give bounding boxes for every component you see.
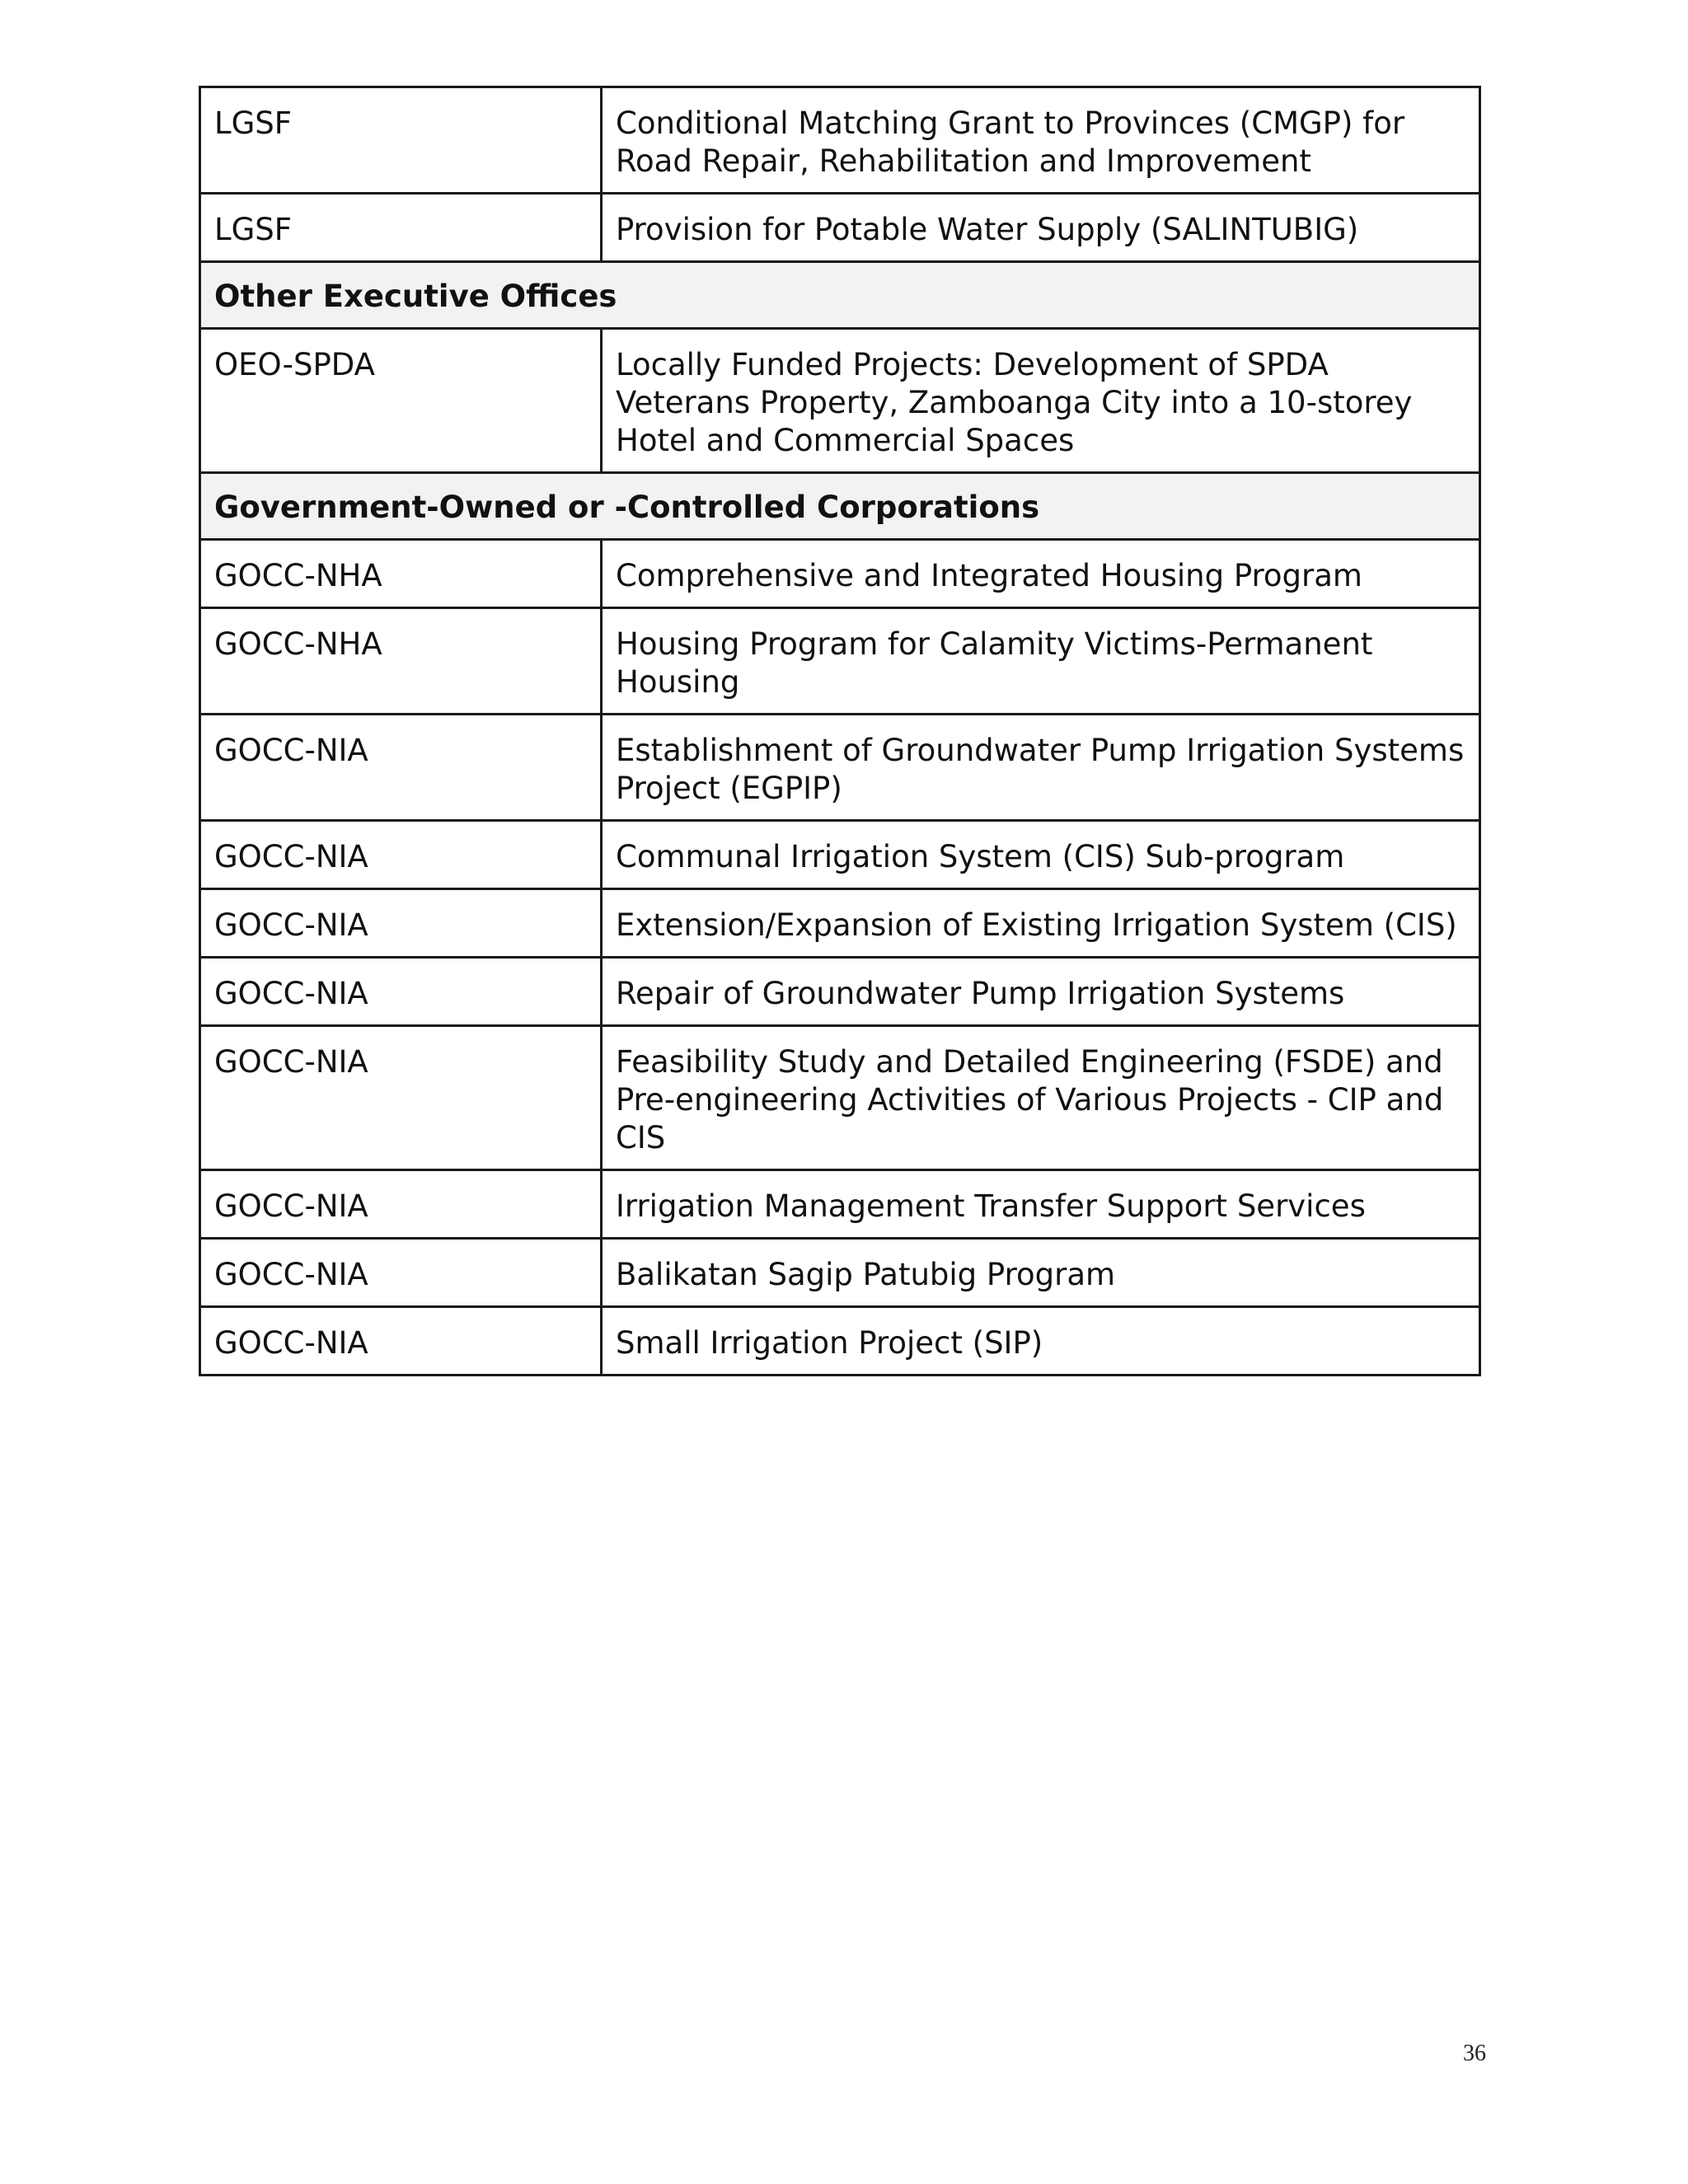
project-cell: Small Irrigation Project (SIP)	[602, 1307, 1480, 1376]
table-row	[200, 1170, 1480, 1239]
agency-cell: GOCC-NIA	[200, 1307, 602, 1376]
section-title: Government-Owned or -Controlled Corporations	[200, 473, 1480, 540]
table-row	[200, 715, 1480, 821]
agency-cell: OEO-SPDA	[200, 329, 602, 473]
project-cell: Housing Program for Calamity Victims-Permanent Housing	[602, 608, 1480, 715]
project-cell: Locally Funded Projects: Development of SPDA Veterans Property, Zamboanga City into a 10-storey Hotel and Commercial Spaces	[602, 329, 1480, 473]
table-row	[200, 1239, 1480, 1307]
project-cell: Communal Irrigation System (CIS) Sub-program	[602, 821, 1480, 889]
section-title: Other Executive Offices	[200, 262, 1480, 329]
table-row	[200, 329, 1480, 473]
table-row	[200, 958, 1480, 1026]
agency-cell: GOCC-NIA	[200, 889, 602, 958]
table-row	[200, 540, 1480, 608]
agency-cell: GOCC-NIA	[200, 1026, 602, 1170]
section-header-row	[200, 473, 1480, 540]
project-cell: Balikatan Sagip Patubig Program	[602, 1239, 1480, 1307]
agency-cell: GOCC-NIA	[200, 1239, 602, 1307]
agency-cell: LGSF	[200, 87, 602, 194]
agency-cell: GOCC-NIA	[200, 715, 602, 821]
agency-cell: GOCC-NIA	[200, 821, 602, 889]
table-row	[200, 1026, 1480, 1170]
table-row	[200, 889, 1480, 958]
agency-cell: GOCC-NHA	[200, 608, 602, 715]
project-cell: Establishment of Groundwater Pump Irrigation Systems Project (EGPIP)	[602, 715, 1480, 821]
section-header-row	[200, 262, 1480, 329]
table-row	[200, 1307, 1480, 1376]
agency-cell: LGSF	[200, 194, 602, 262]
table-row	[200, 608, 1480, 715]
table-row	[200, 87, 1480, 194]
page-number: 36	[1463, 2041, 1486, 2066]
projects-table	[199, 86, 1481, 1376]
project-cell: Extension/Expansion of Existing Irrigation System (CIS)	[602, 889, 1480, 958]
project-cell: Repair of Groundwater Pump Irrigation Systems	[602, 958, 1480, 1026]
project-cell: Conditional Matching Grant to Provinces (CMGP) for Road Repair, Rehabilitation and Improvement	[602, 87, 1480, 194]
table-row	[200, 194, 1480, 262]
agency-cell: GOCC-NIA	[200, 958, 602, 1026]
agency-cell: GOCC-NHA	[200, 540, 602, 608]
table-row	[200, 821, 1480, 889]
project-cell: Comprehensive and Integrated Housing Program	[602, 540, 1480, 608]
project-cell: Provision for Potable Water Supply (SALINTUBIG)	[602, 194, 1480, 262]
agency-cell: GOCC-NIA	[200, 1170, 602, 1239]
project-cell: Feasibility Study and Detailed Engineering (FSDE) and Pre-engineering Activities of Various Projects - CIP and CIS	[602, 1026, 1480, 1170]
project-cell: Irrigation Management Transfer Support Services	[602, 1170, 1480, 1239]
